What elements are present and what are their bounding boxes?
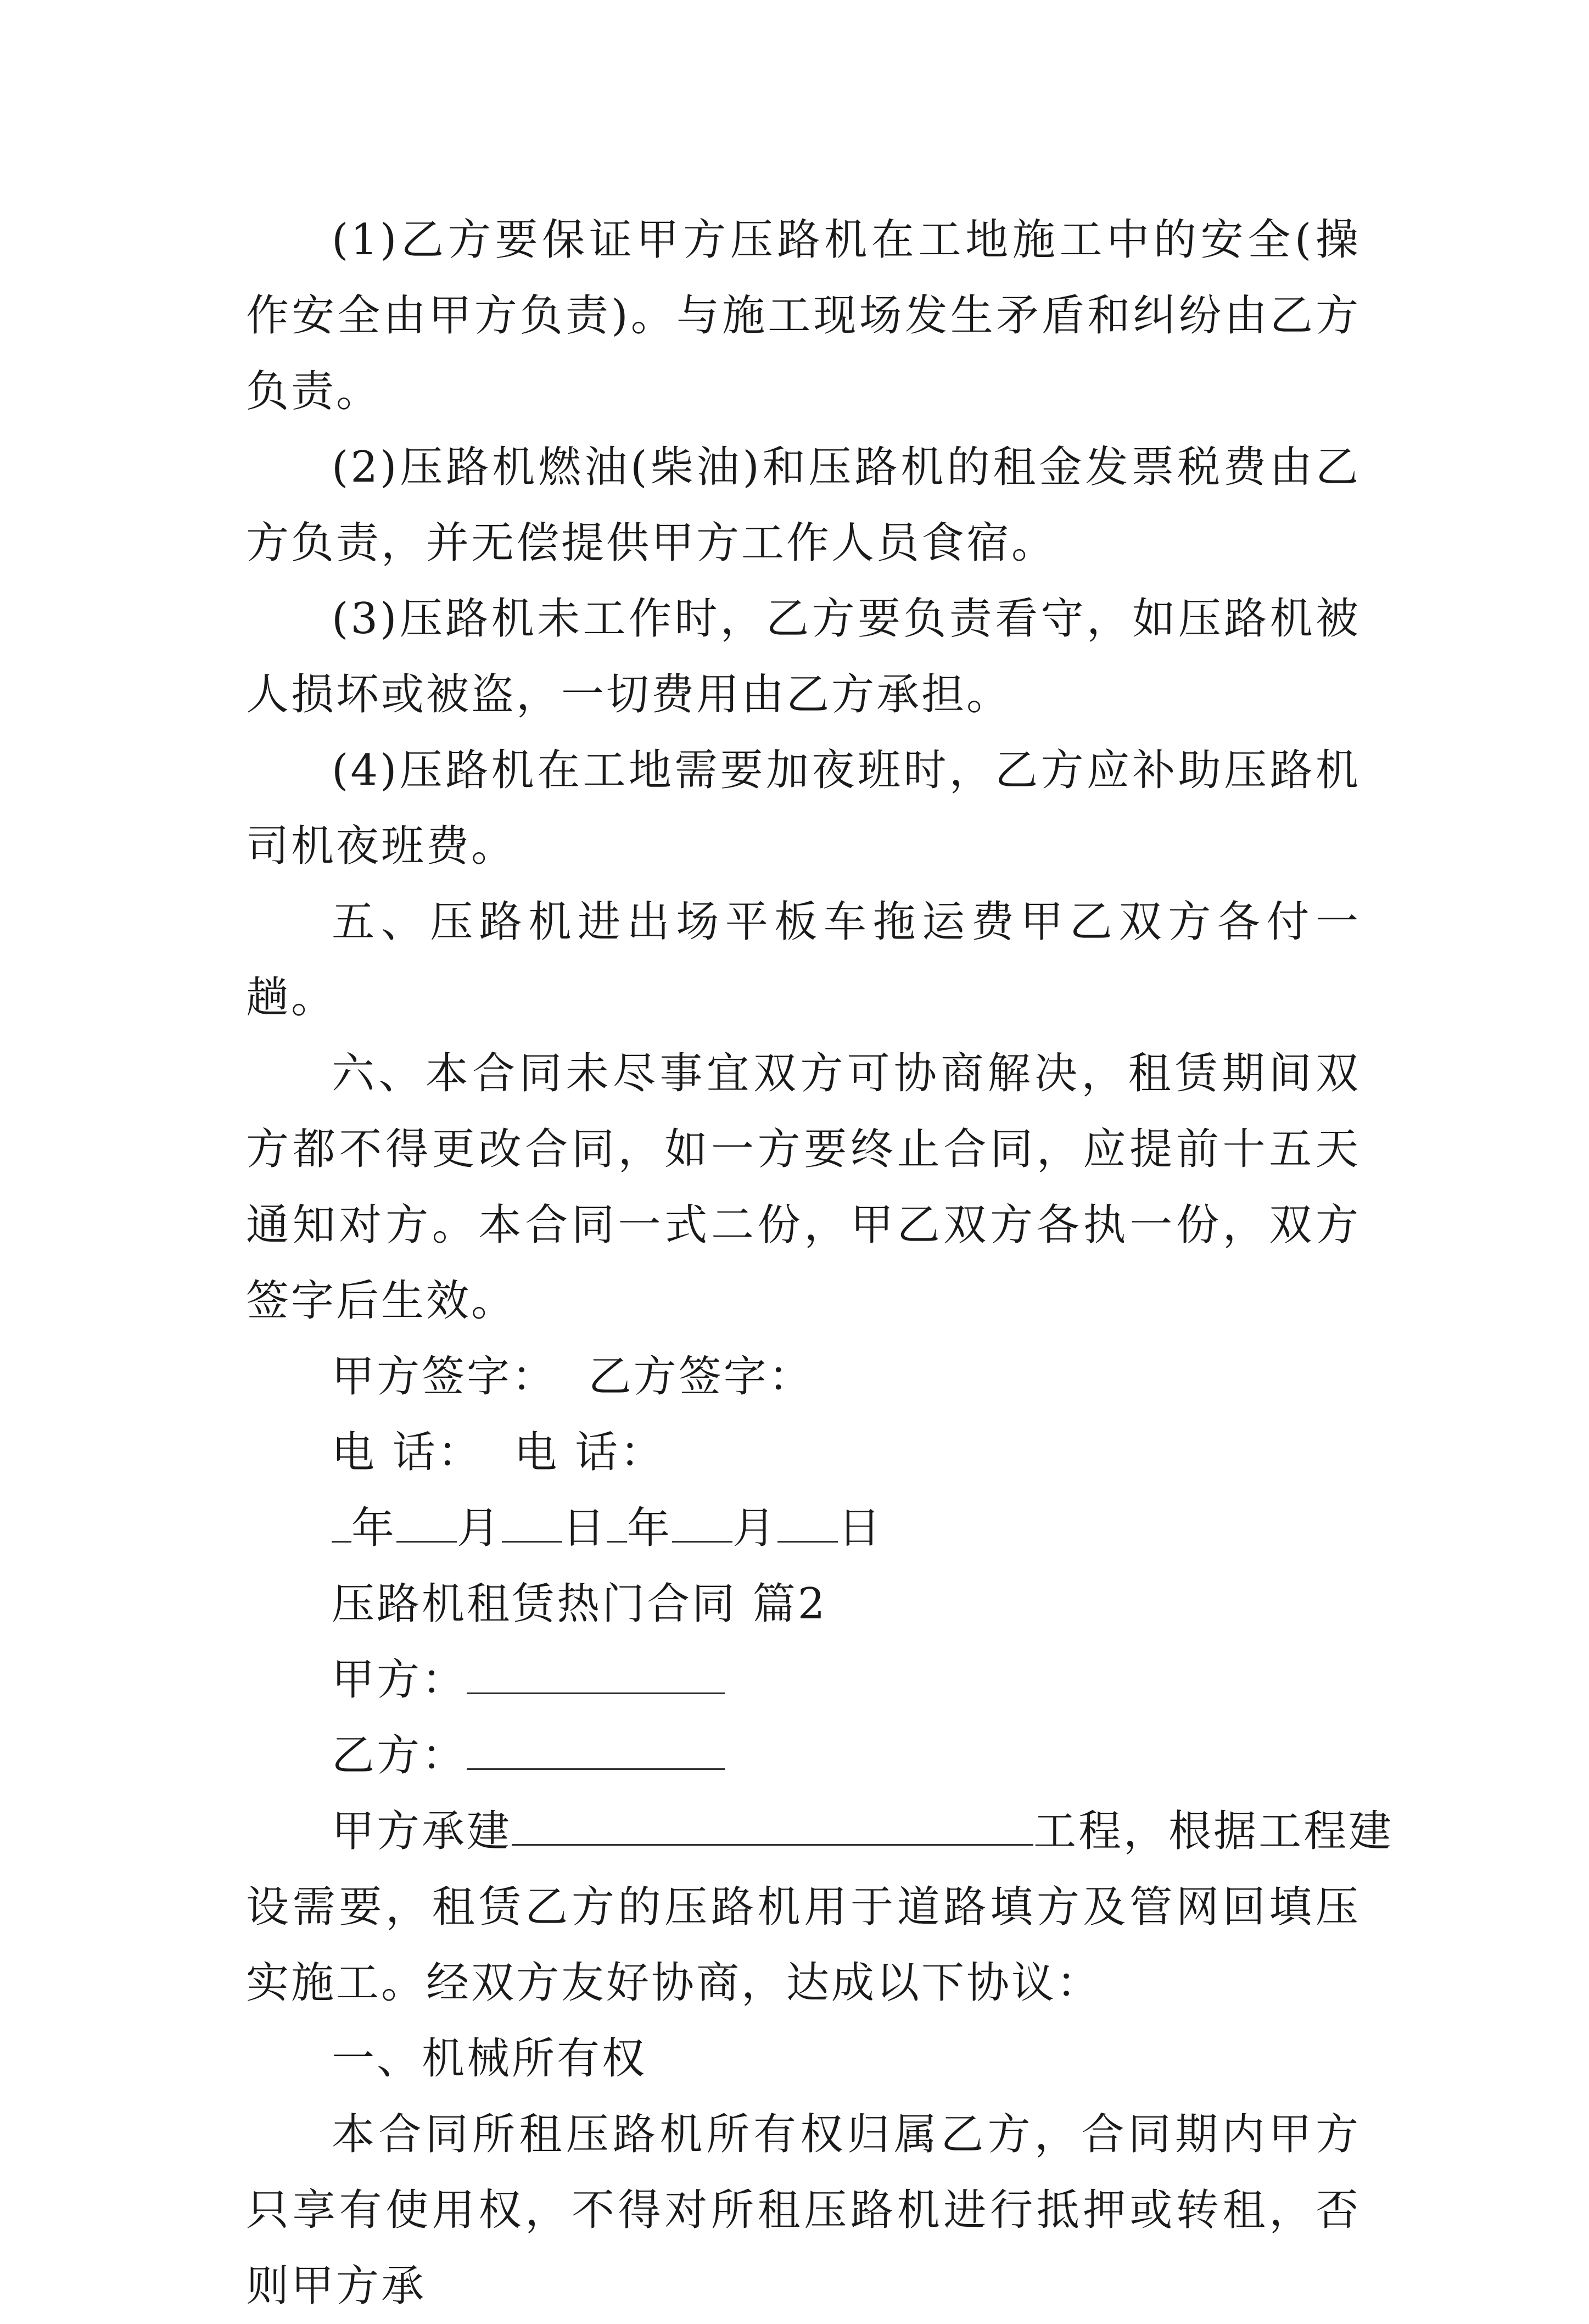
- project-line: [246, 1794, 1394, 1869]
- year-label-a: 年: [351, 1504, 397, 1553]
- month-blank-a[interactable]: [396, 1502, 457, 1543]
- year-blank-b[interactable]: [607, 1502, 627, 1543]
- date-line: [246, 1490, 1361, 1566]
- phone-line: 电 话： 电 话：: [332, 1428, 665, 1477]
- party-b-line: [246, 1718, 1361, 1794]
- document-body: [246, 202, 1394, 2324]
- day-blank-b[interactable]: [777, 1502, 838, 1543]
- month-label-b: 月: [732, 1504, 778, 1553]
- party-a-label: 甲方：: [332, 1655, 467, 1705]
- year-label-b: 年: [627, 1504, 673, 1553]
- clause-5: 五、压路机进出场平板车拖运费甲乙双方各付一趟。: [246, 897, 1361, 1023]
- section-1-title: 一、机械所有权: [332, 2034, 647, 2083]
- project-description: 设需要，租赁乙方的压路机用于道路填方及管网回填压实施工。经双方友好协商，达成以下协议：: [246, 1882, 1361, 2008]
- party-b-blank[interactable]: [467, 1730, 725, 1770]
- month-label-a: 月: [457, 1504, 502, 1553]
- clause-4-4: (4)压路机在工地需要加夜班时，乙方应补助压路机司机夜班费。: [246, 746, 1361, 871]
- day-label-a: 日: [562, 1504, 608, 1553]
- party-a-blank[interactable]: [467, 1654, 725, 1694]
- party-b-label: 乙方：: [332, 1731, 467, 1780]
- signature-line: 甲方签字： 乙方签字：: [332, 1352, 814, 1401]
- clause-4-3: (3)压路机未工作时，乙方要负责看守，如压路机被人损坏或被盗，一切费用由乙方承担。: [246, 594, 1361, 719]
- month-blank-b[interactable]: [672, 1502, 732, 1543]
- contract-heading-2: 压路机租赁热门合同 篇2: [332, 1579, 827, 1629]
- year-blank-a[interactable]: [332, 1502, 351, 1543]
- clause-4-1: (1)乙方要保证甲方压路机在工地施工中的安全(操作安全由甲方负责)。与施工现场发生矛盾和纠纷由乙方负责。: [246, 215, 1361, 416]
- section-1-body: 本合同所租压路机所有权归属乙方，合同期内甲方只享有使用权，不得对所租压路机进行抵押或转租，否则甲方承: [246, 2110, 1361, 2311]
- project-name-blank[interactable]: [512, 1806, 1033, 1846]
- project-prefix: 甲方承建: [332, 1807, 512, 1856]
- day-label-b: 日: [838, 1504, 883, 1553]
- day-blank-a[interactable]: [502, 1502, 562, 1543]
- clause-4-2: (2)压路机燃油(柴油)和压路机的租金发票税费由乙方负责，并无偿提供甲方工作人员食宿。: [246, 443, 1361, 568]
- clause-6: 六、本合同未尽事宜双方可协商解决，租赁期间双方都不得更改合同，如一方要终止合同，应提前十五天通知对方。本合同一式二份，甲乙双方各执一份，双方签字后生效。: [246, 1049, 1361, 1326]
- party-a-line: [246, 1642, 1361, 1718]
- project-suffix: 工程，根据工程建: [1033, 1807, 1394, 1856]
